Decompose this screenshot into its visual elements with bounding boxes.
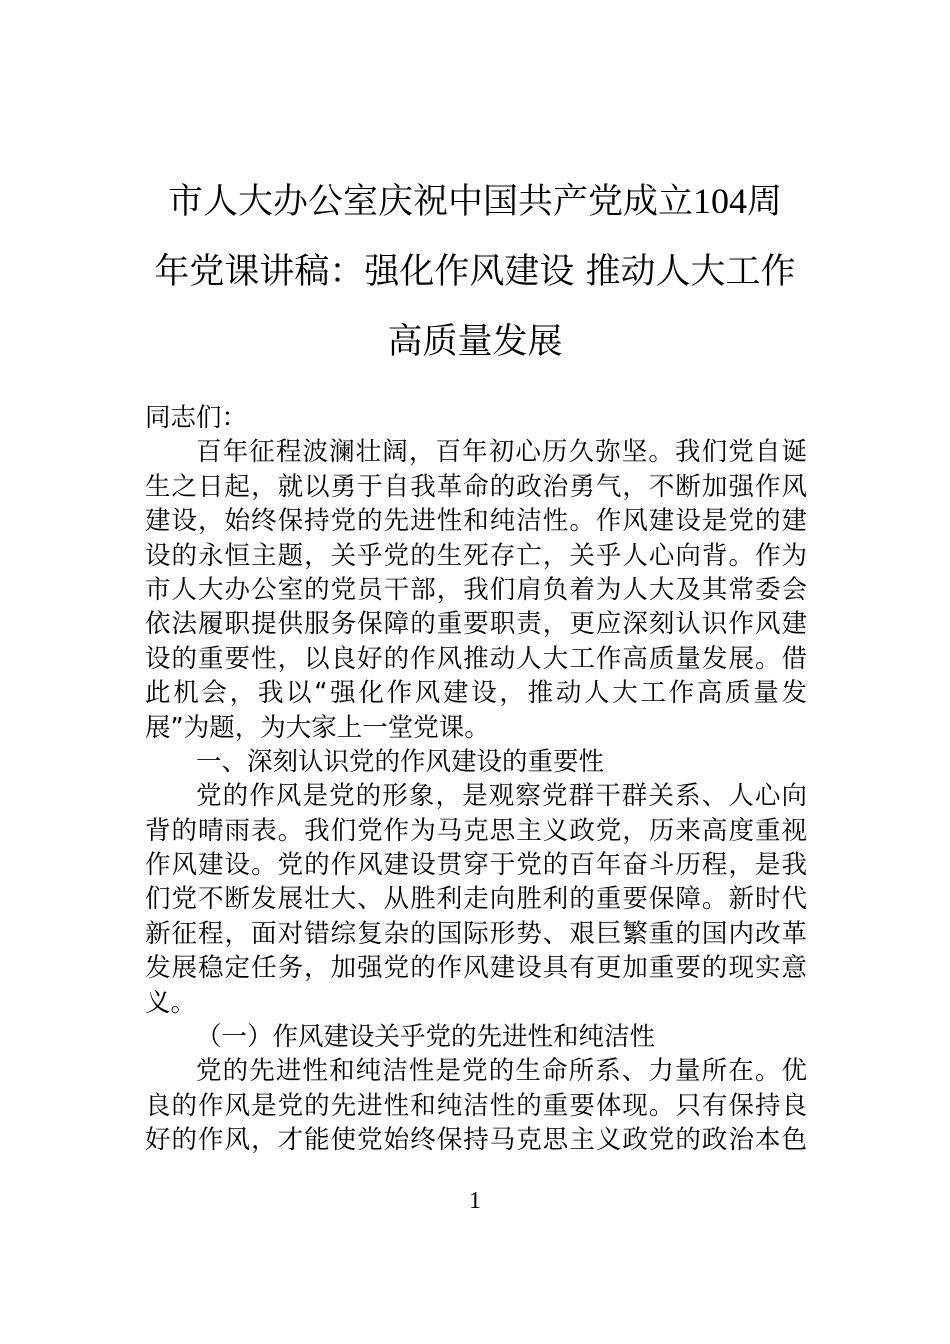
- paragraph-3: [145, 1054, 807, 1157]
- paragraph-line: 良的作风是党的先进性和纯洁性的重要体现。只有保持良: [145, 1090, 807, 1121]
- section-heading-1: 一、深刻认识党的作风建设的重要性: [196, 746, 605, 777]
- paragraph-line: 党的先进性和纯洁性是党的生命所系、力量所在。优: [196, 1056, 807, 1087]
- paragraph-line: 发展稳定任务，加强党的作风建设具有更加重要的现实意: [145, 953, 807, 984]
- paragraph-line: 此机会，我以“强化作风建设，推动人大工作高质量发: [145, 678, 807, 709]
- title-text-1: 市人大办公室庆祝中国共产党成立: [167, 182, 693, 222]
- paragraph-line: 设的永恒主题，关乎党的生死存亡，关乎人心向背。作为: [145, 540, 807, 571]
- title-line-1: [145, 166, 805, 237]
- paragraph-line: 市人大办公室的党员干部，我们肩负着为人大及其常委会: [145, 574, 807, 605]
- document-body: [145, 401, 807, 1158]
- paragraph-line: 建设，始终保持党的先进性和纯洁性。作风建设是党的建: [145, 506, 807, 537]
- paragraph-line: 作风建设。党的作风建设贯穿于党的百年奋斗历程，是我: [145, 850, 807, 881]
- subsection-heading-1: （一）作风建设关乎党的先进性和纯洁性: [196, 1022, 656, 1053]
- paragraph-line: 好的作风，才能使党始终保持马克思主义政党的政治本色: [145, 1125, 807, 1156]
- title-line-3: 高质量发展: [387, 322, 563, 362]
- paragraph-intro: [145, 435, 807, 745]
- paragraph-line: 背的晴雨表。我们党作为马克思主义政党，历来高度重视: [145, 815, 807, 846]
- title-text-1b: 周: [747, 182, 783, 222]
- paragraph-line: 党的作风是党的形象，是观察党群干群关系、人心向: [196, 781, 807, 812]
- paragraph-line: 设的重要性，以良好的作风推动人大工作高质量发展。借: [145, 643, 807, 674]
- paragraph-line: 们党不断发展壮大、从胜利走向胜利的重要保障。新时代: [145, 884, 807, 915]
- paragraph-line: 依法履职提供服务保障的重要职责，更应深刻认识作风建: [145, 609, 807, 640]
- paragraph-line: 新征程，面对错综复杂的国际形势、艰巨繁重的国内改革: [145, 918, 807, 949]
- title-number: 104: [693, 181, 747, 221]
- paragraph-line: 展”为题，为大家上一堂党课。: [145, 712, 490, 743]
- document-title: [145, 166, 805, 377]
- paragraph-line: 百年征程波澜壮阔，百年初心历久弥坚。我们党自诞: [196, 437, 807, 468]
- paragraph-line: 义。: [145, 987, 197, 1018]
- paragraph-2: [145, 779, 807, 1020]
- title-line-2: 年党课讲稿：强化作风建设 推动人大工作: [154, 252, 796, 292]
- paragraph-line: 生之日起，就以勇于自我革命的政治勇气，不断加强作风: [145, 471, 807, 502]
- page-number: 1: [469, 1188, 481, 1214]
- salutation: 同志们：: [145, 403, 248, 433]
